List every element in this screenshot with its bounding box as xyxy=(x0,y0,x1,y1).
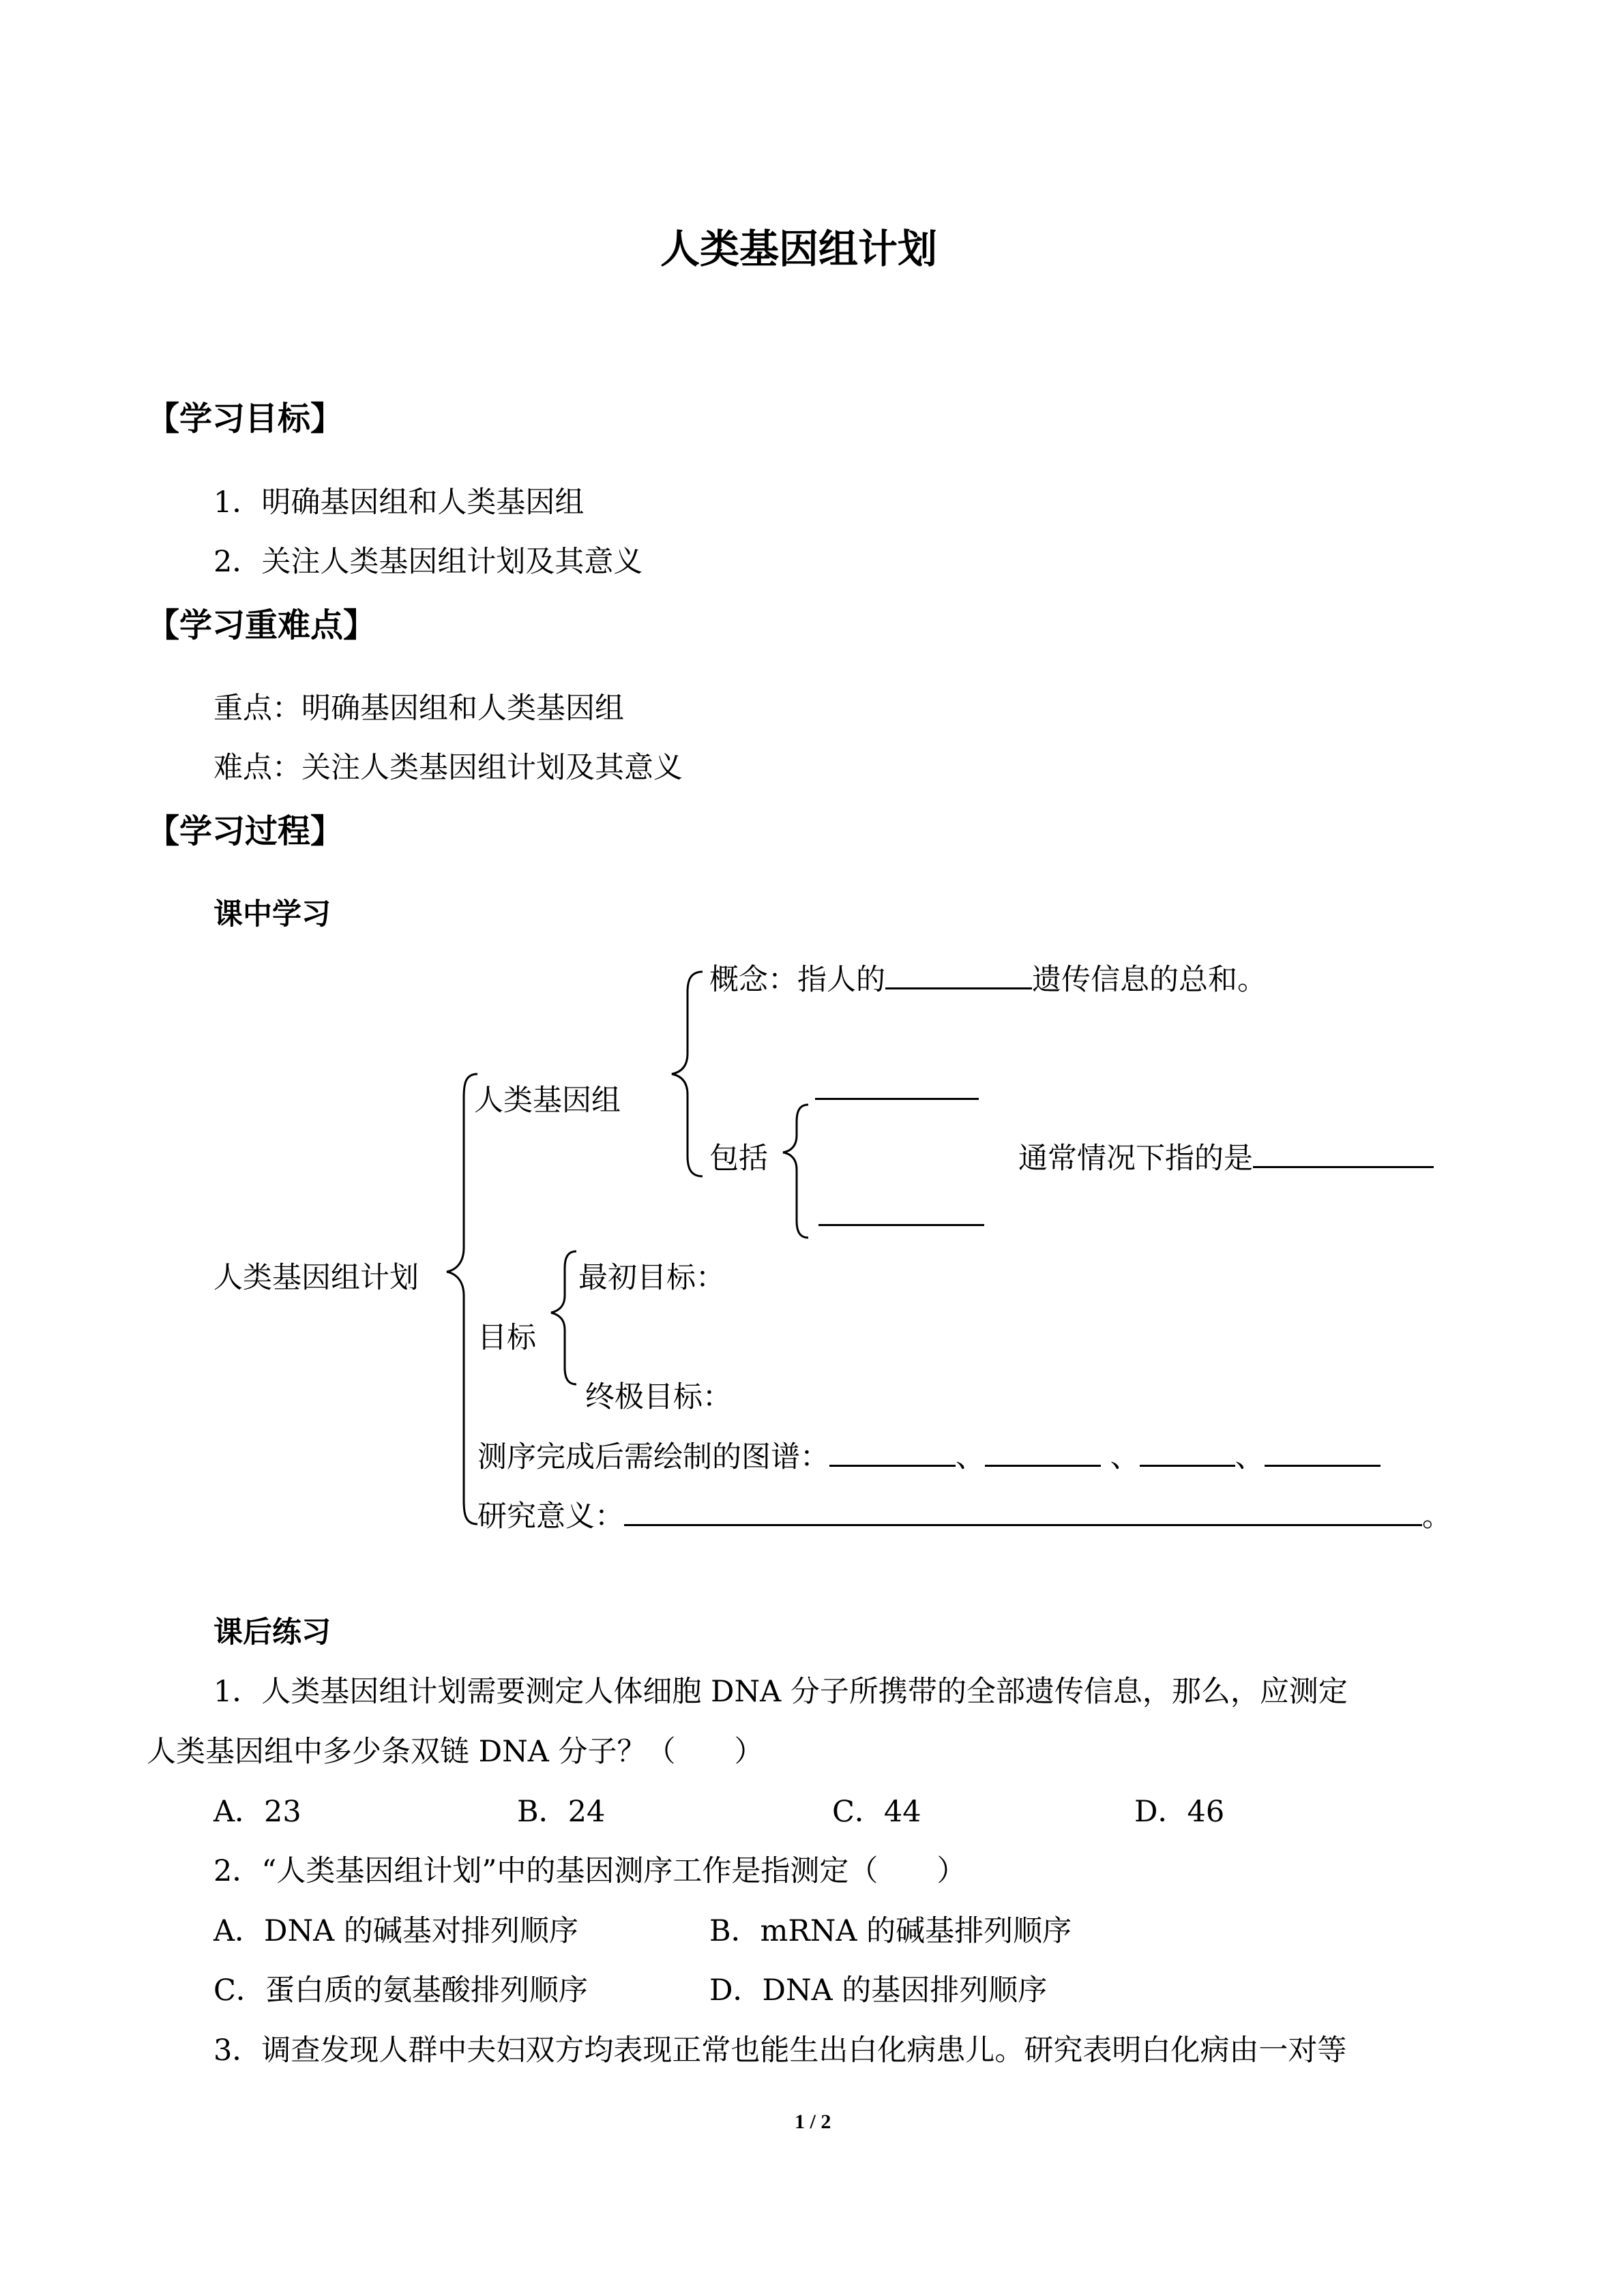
goals-heading: 【学习目标】 xyxy=(147,400,344,438)
map-blank-4[interactable] xyxy=(1265,1437,1381,1467)
q2-option-b[interactable]: B．mRNA 的碱基排列顺序 xyxy=(709,1914,1072,1948)
q1-option-a[interactable]: A．23 xyxy=(213,1795,301,1829)
concept-suffix: 遗传信息的总和。 xyxy=(1032,963,1267,997)
map-sep-2: 、 xyxy=(1110,1440,1140,1474)
key-point-item-2: 难点：关注人类基因组计划及其意义 xyxy=(213,751,683,785)
significance-line xyxy=(477,1493,1451,1535)
in-class-label: 课中学习 xyxy=(213,897,331,931)
initial-goal-label: 最初目标： xyxy=(578,1261,725,1295)
goal-item-1: 1．明确基因组和人类基因组 xyxy=(213,486,585,520)
q2-option-d[interactable]: D．DNA 的基因排列顺序 xyxy=(709,1973,1048,2008)
q3-line-1: 3．调查发现人群中夫妇双方均表现正常也能生出白化病患儿。研究表明白化病由一对等 xyxy=(213,2033,1347,2068)
significance-period: 。 xyxy=(1422,1500,1451,1534)
usually-blank[interactable] xyxy=(1253,1139,1434,1168)
map-blank-1[interactable] xyxy=(829,1437,956,1467)
maps-label: 测序完成后需绘制的图谱： xyxy=(477,1440,829,1474)
q2-option-a[interactable]: A．DNA 的碱基对排列顺序 xyxy=(213,1914,578,1948)
q2-option-c[interactable]: C．蛋白质的氨基酸排列顺序 xyxy=(213,1973,588,2008)
goal-item-2: 2．关注人类基因组计划及其意义 xyxy=(213,545,643,579)
page-title: 人类基因组计划 xyxy=(660,226,938,272)
maps-line xyxy=(477,1434,1381,1476)
root-label: 人类基因组计划 xyxy=(213,1261,419,1295)
usually-label: 通常情况下指的是 xyxy=(1018,1142,1253,1176)
concept-prefix: 概念：指人的 xyxy=(709,963,885,997)
q1-option-d[interactable]: D．46 xyxy=(1134,1795,1225,1829)
q1-option-c[interactable]: C．44 xyxy=(832,1795,921,1829)
brace-includes xyxy=(783,1105,808,1238)
q1-line-1: 1．人类基因组计划需要测定人体细胞 DNA 分子所携带的全部遗传信息，那么，应测定 xyxy=(213,1675,1348,1709)
q1-line-2: 人类基因组中多少条双链 DNA 分子？（ ） xyxy=(147,1735,764,1769)
page-number: 1 / 2 xyxy=(795,2111,831,2133)
includes-blank-1[interactable] xyxy=(815,1098,979,1100)
genome-label: 人类基因组 xyxy=(474,1084,621,1118)
significance-blank[interactable] xyxy=(624,1497,1422,1526)
q2-stem: 2．“人类基因组计划”中的基因测序工作是指测定（ ） xyxy=(213,1854,966,1888)
significance-label: 研究意义： xyxy=(477,1500,624,1534)
key-point-item-1: 重点：明确基因组和人类基因组 xyxy=(213,691,624,726)
includes-blank-2[interactable] xyxy=(818,1224,984,1226)
practice-heading: 课后练习 xyxy=(213,1615,331,1650)
process-heading: 【学习过程】 xyxy=(147,812,344,850)
map-sep-1: 、 xyxy=(956,1440,985,1474)
usually-line xyxy=(1018,1135,1434,1177)
map-blank-2[interactable] xyxy=(985,1437,1101,1467)
key-points-heading: 【学习重难点】 xyxy=(147,606,377,644)
concept-blank[interactable] xyxy=(885,960,1032,989)
ultimate-goal-label: 终极目标： xyxy=(585,1380,732,1414)
concept-line xyxy=(709,957,1267,998)
brace-root xyxy=(447,1074,477,1524)
brace-genome xyxy=(672,972,703,1176)
q1-option-b[interactable]: B．24 xyxy=(517,1795,606,1829)
map-sep-3: 、 xyxy=(1235,1440,1265,1474)
goal-label: 目标 xyxy=(477,1321,536,1355)
map-blank-3[interactable] xyxy=(1140,1437,1235,1467)
includes-label: 包括 xyxy=(709,1142,768,1176)
brace-goal xyxy=(551,1251,576,1384)
